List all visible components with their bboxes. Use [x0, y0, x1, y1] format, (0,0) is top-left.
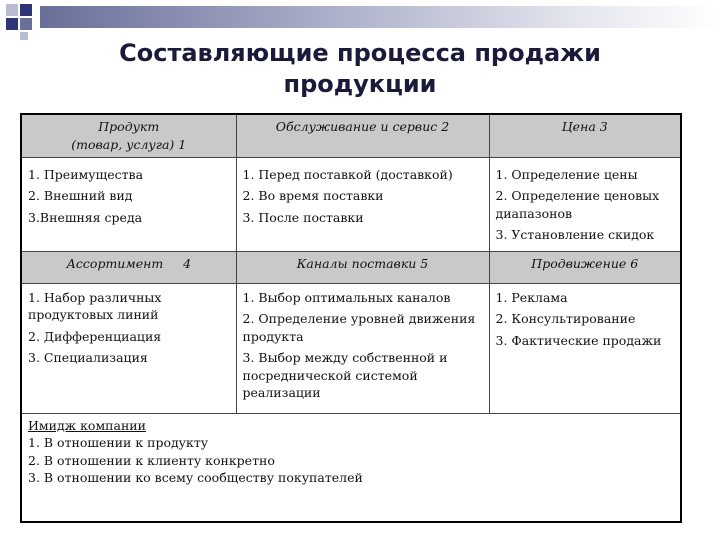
- company-image-title: Имидж компании: [28, 417, 146, 433]
- list-item: 3. В отношении ко всему сообществу покупателей: [28, 470, 363, 485]
- list-item: 1. Определение цены: [495, 166, 638, 182]
- list-item: 2. Определение уровней движения продукта: [242, 311, 476, 344]
- list-item: 3.Внешняя среда: [28, 209, 143, 225]
- header-label: Каналы поставки 5: [296, 255, 429, 271]
- list-item: 2. Определение ценовых диапазонов: [495, 188, 660, 221]
- list-item: 2. Консультирование: [495, 311, 636, 326]
- slide-corner-decoration: [0, 0, 720, 40]
- cell-promotion: [489, 283, 681, 413]
- cell-price: [489, 157, 681, 251]
- list-item: 1. Преимущества: [28, 166, 144, 182]
- slide-title: [0, 38, 720, 100]
- company-image-row: [21, 413, 681, 522]
- header-label: Продвижение 6: [531, 255, 639, 271]
- header-label: Ассортимент 4: [66, 255, 192, 271]
- header-label: (товар, услуга) 1: [71, 136, 187, 152]
- header-label: Обслуживание и сервис 2: [275, 119, 450, 134]
- slide-title-line: продукции: [283, 70, 437, 98]
- header-assortment: [21, 251, 236, 283]
- corner-square: [20, 18, 32, 30]
- header-price: [489, 114, 681, 157]
- list-item: 2. В отношении к клиенту конкретно: [28, 452, 275, 468]
- content-row: [21, 283, 681, 413]
- corner-gradient-bar: [40, 6, 720, 28]
- corner-square: [20, 4, 32, 16]
- header-row: [21, 114, 681, 157]
- list-item: 3. После поставки: [242, 209, 364, 225]
- header-channels: [236, 251, 489, 283]
- list-item: 3. Фактические продажи: [495, 332, 662, 348]
- list-item: 2. Дифференциация: [28, 328, 162, 344]
- slide-title-line: Составляющие процесса продажи: [119, 39, 601, 67]
- header-row: [21, 251, 681, 283]
- sales-components-table: [20, 113, 682, 523]
- list-item: 3. Установление скидок: [495, 227, 655, 242]
- content-row: [21, 157, 681, 251]
- header-label: Цена 3: [561, 119, 608, 134]
- header-service: [236, 114, 489, 157]
- list-item: 1. Перед поставкой (доставкой): [242, 166, 453, 182]
- list-item: 1. Реклама: [495, 289, 568, 305]
- corner-square: [6, 18, 18, 30]
- list-item: 1. Набор различных продуктовых линий: [28, 289, 162, 322]
- list-item: 2. Внешний вид: [28, 188, 133, 203]
- cell-assortment: [21, 283, 236, 413]
- list-item: 3. Специализация: [28, 350, 148, 365]
- list-item: 3. Выбор между собственной и посреднической системой реализации: [242, 350, 448, 400]
- cell-channels: [236, 283, 489, 413]
- corner-square: [6, 4, 18, 16]
- header-promotion: [489, 251, 681, 283]
- list-item: 1. В отношении к продукту: [28, 435, 209, 450]
- list-item: 2. Во время поставки: [242, 188, 384, 203]
- header-label: Продукт: [98, 119, 160, 134]
- header-product: [21, 114, 236, 157]
- cell-service: [236, 157, 489, 251]
- cell-product: [21, 157, 236, 251]
- cell-company-image: [21, 413, 681, 522]
- list-item: 1. Выбор оптимальных каналов: [242, 289, 451, 305]
